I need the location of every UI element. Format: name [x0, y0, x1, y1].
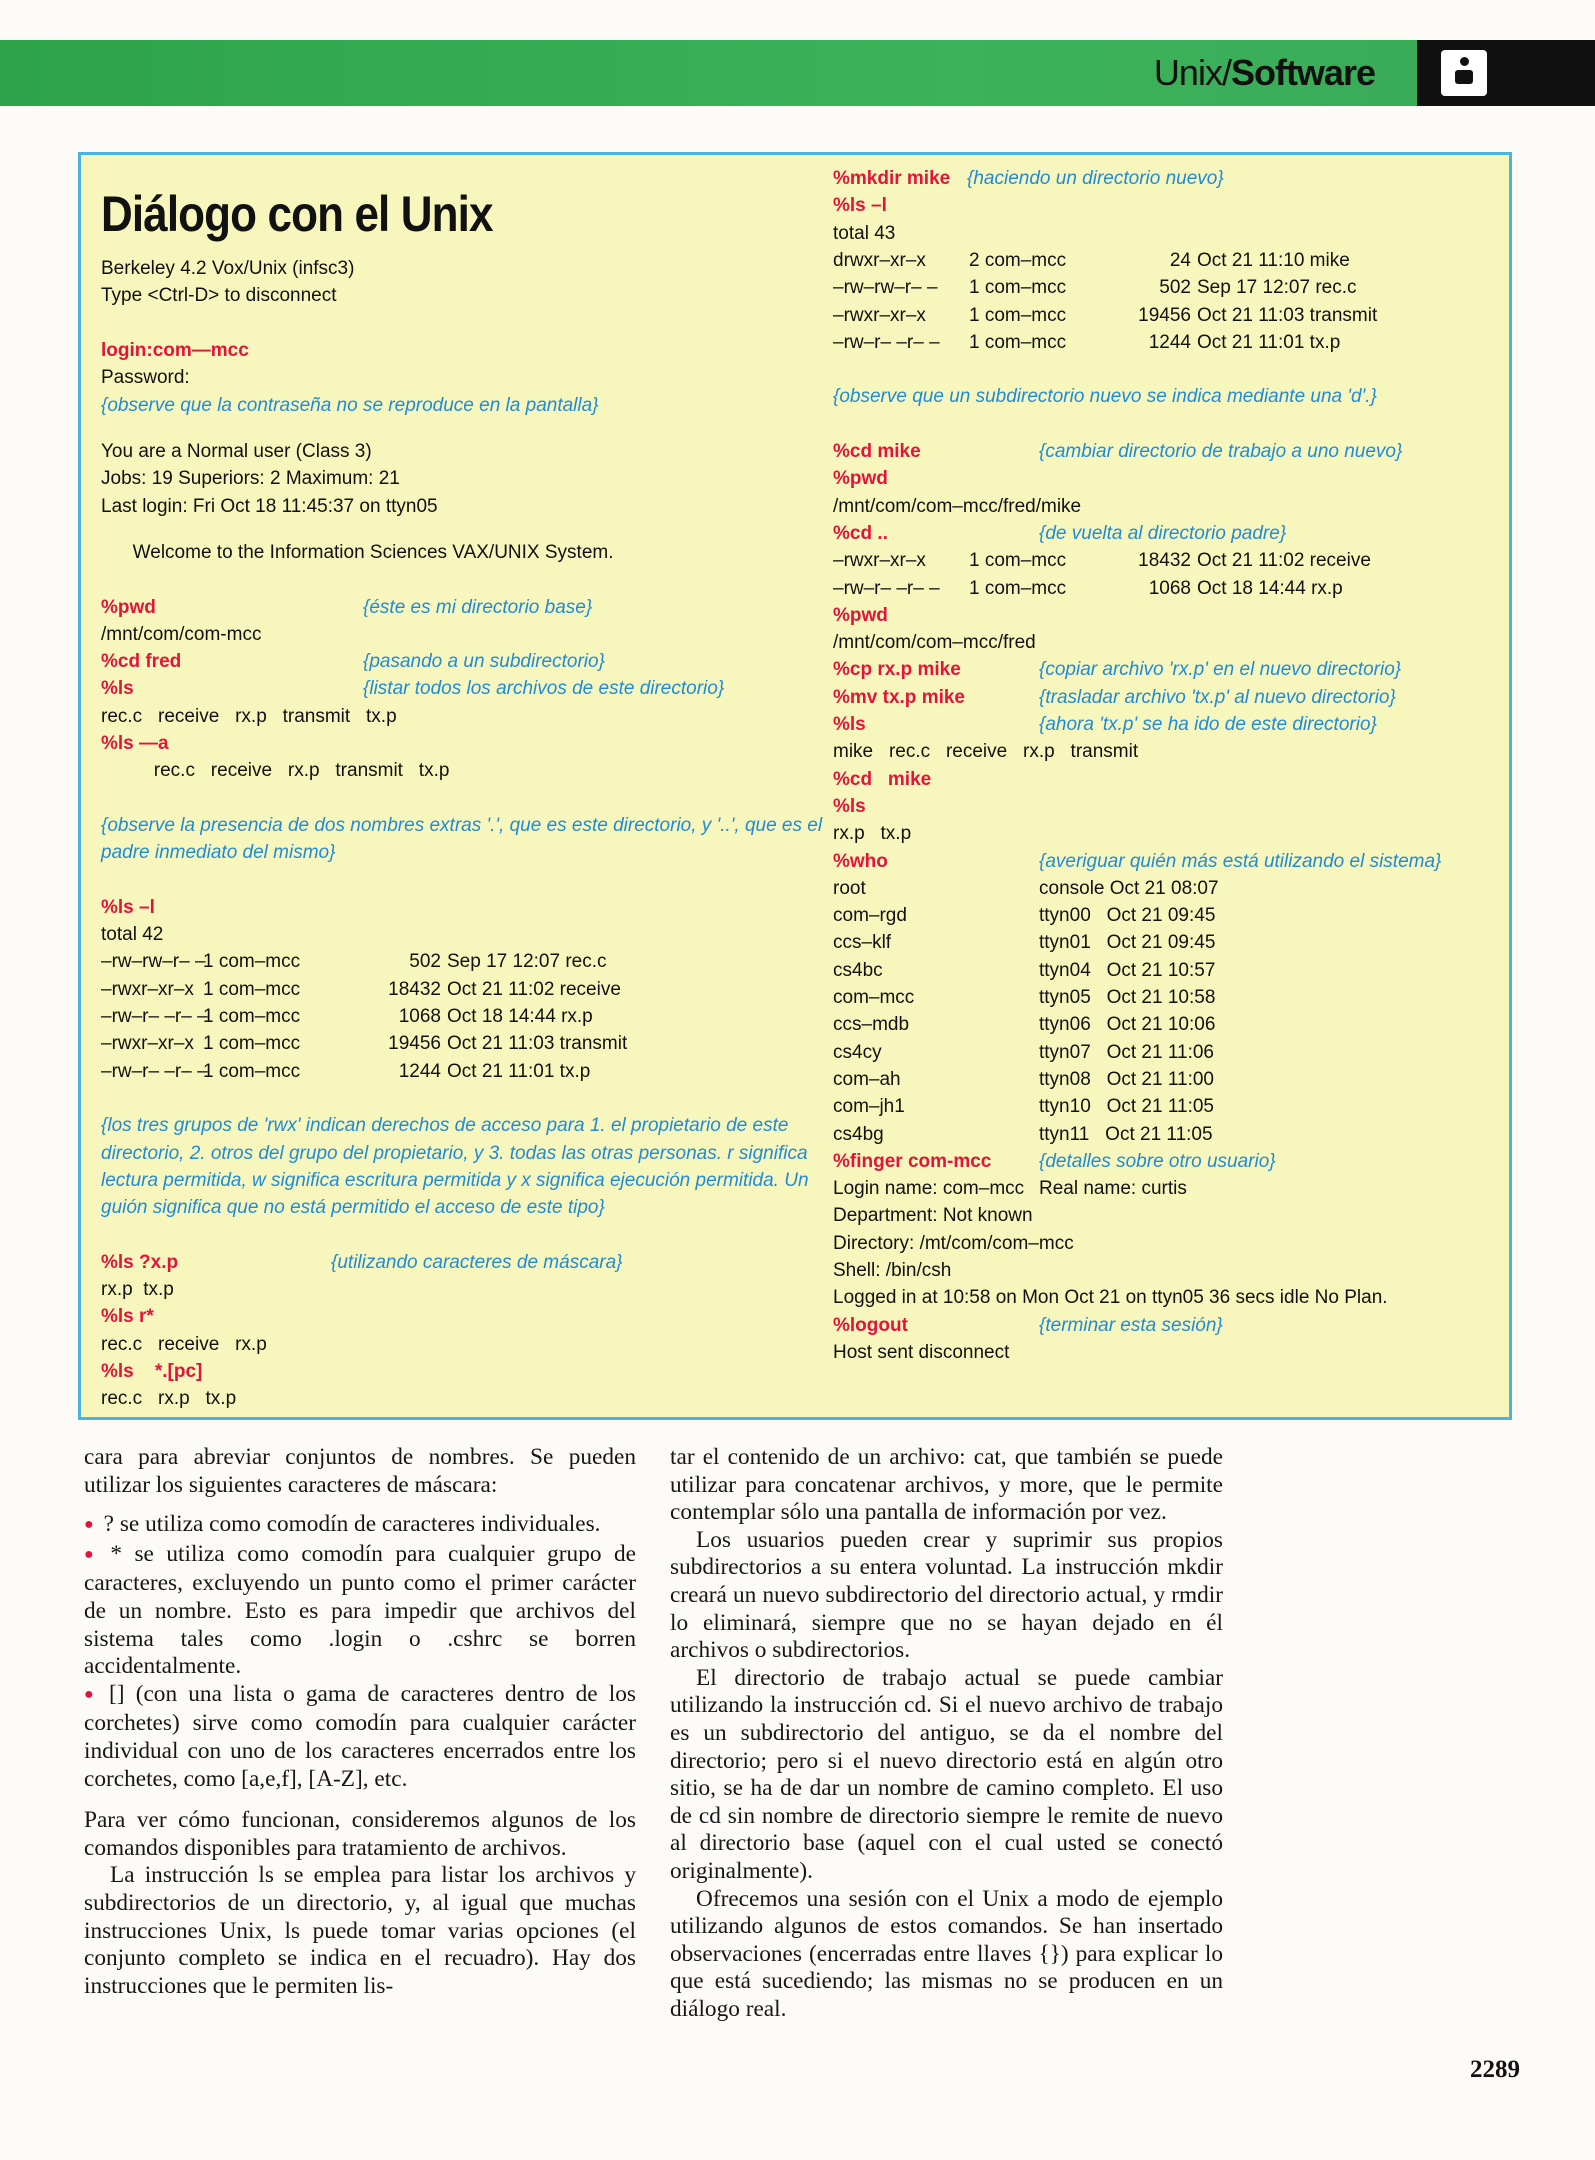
comment-text: guión significa que no está permitido el acceso de este tipo} [101, 1197, 605, 1219]
terminal-line [101, 1276, 881, 1303]
terminal-line [833, 684, 1503, 711]
terminal-line [101, 1030, 881, 1057]
terminal-line [101, 976, 881, 1003]
output-text: total 42 [101, 924, 164, 946]
who-user: ccs–klf [833, 932, 892, 954]
terminal-line [101, 1167, 881, 1194]
terminal-line [833, 465, 1503, 492]
who-line: console Oct 21 08:07 [1039, 877, 1219, 899]
output-text: rec.c receive rx.p transmit tx.p [101, 705, 397, 727]
terminal-line [101, 1112, 881, 1139]
body-column-1 [84, 1444, 636, 2000]
output-text: Jobs: 19 Superiors: 2 Maximum: 21 [101, 468, 400, 490]
terminal-line [833, 848, 1503, 875]
output-text: /mnt/com/com–mcc/fred/mike [833, 495, 1082, 517]
command-text: %mv tx.p mike [833, 686, 965, 708]
ls-date-name: Oct 21 11:01 tx.p [1197, 331, 1341, 353]
terminal-line [833, 1066, 1503, 1093]
terminal-line [101, 757, 881, 784]
header-tab [1417, 40, 1595, 106]
command-text: %ls –l [101, 896, 155, 918]
comment-text: {terminar esta sesión} [1039, 1314, 1223, 1336]
terminal-line [833, 902, 1503, 929]
who-user: cs4bc [833, 959, 883, 981]
terminal-line [833, 329, 1503, 356]
command-text: %ls –l [833, 195, 887, 217]
ls-size: 19456 [1138, 304, 1191, 326]
body-paragraph: Los usuarios pueden crear y suprimir sus propios subdirectorios a su entera voluntad. La instrucción mkdir creará un nuevo subdirectorio del directorio actual, y rmdir lo eliminará, siempre que no se hayan dejado en él archivos o subdirectorios. [670, 1526, 1223, 1664]
terminal-line [101, 1003, 881, 1030]
ls-links-owner: 1 com–mcc [203, 1006, 301, 1028]
output-text: rec.c rx.p tx.p [101, 1388, 237, 1410]
terminal-line [101, 703, 881, 730]
ls-links-owner: 1 com–mcc [203, 1033, 301, 1055]
output-text: mike rec.c receive rx.p transmit [833, 741, 1139, 763]
page-number: 2289 [1470, 2056, 1520, 2083]
terminal-line [833, 1121, 1503, 1148]
body-paragraph: La instrucción ls se emplea para listar los archivos y subdirectorios de un directorio, y, al igual que muchas instrucciones Unix, ls puede tomar varias opciones (el conjunto completo se indica en el recuadro). Hay dos instrucciones que le permiten lis- [84, 1862, 636, 1999]
terminal-line [833, 302, 1503, 329]
terminal-line [101, 465, 881, 492]
output-text: Welcome to the Information Sciences VAX/UNIX System. [101, 541, 614, 563]
command-text: %finger com-mcc [833, 1150, 992, 1172]
terminal-line [833, 820, 1503, 847]
body-paragraph: Para ver cómo funcionan, consideremos algunos de los comandos disponibles para tratamiento de archivos. [84, 1807, 636, 1861]
comment-text: {haciendo un directorio nuevo} [967, 168, 1224, 189]
who-line: ttyn07 Oct 21 11:06 [1039, 1041, 1214, 1063]
terminal-line [101, 493, 881, 520]
body-column-2 [670, 1444, 1223, 2023]
comment-text: {listar todos los archivos de este directorio} [363, 678, 725, 700]
command-text: %cd .. [833, 522, 888, 544]
output-text: Berkeley 4.2 Vox/Unix (infsc3) [101, 258, 355, 279]
terminal-line [833, 520, 1503, 547]
terminal-line [833, 602, 1503, 629]
terminal-line [833, 1230, 1503, 1257]
comment-text: {observe la presencia de dos nombres extras '.', que es este directorio, y '..', que es el [101, 814, 823, 836]
terminal-line [833, 493, 1503, 520]
terminal-line [833, 738, 1503, 765]
terminal-line [833, 1284, 1503, 1311]
terminal-line [101, 1331, 881, 1358]
ls-links-owner: 1 com–mcc [203, 951, 301, 973]
terminal-line [101, 812, 881, 839]
command-text: %cp rx.p mike [833, 659, 961, 681]
ls-permissions: drwxr–xr–x [833, 249, 926, 271]
output-text: You are a Normal user (Class 3) [101, 440, 372, 462]
terminal-line [833, 929, 1503, 956]
comment-text: {copiar archivo 'rx.p' en el nuevo directorio} [1039, 659, 1402, 681]
terminal-line [833, 656, 1503, 683]
terminal-line [101, 337, 881, 364]
ls-permissions: –rwxr–xr–x [101, 1033, 194, 1055]
who-user: root [833, 877, 866, 899]
ls-date-name: Sep 17 12:07 rec.c [447, 951, 607, 973]
ls-size: 502 [1159, 277, 1191, 299]
output-text: total 43 [833, 222, 896, 244]
comment-text: {éste es mi directorio base} [363, 596, 593, 618]
who-line: ttyn08 Oct 21 11:00 [1039, 1068, 1214, 1090]
who-line: Real name: curtis [1039, 1178, 1187, 1200]
terminal-line [833, 547, 1503, 574]
body-paragraph: tar el contenido de un archivo: cat, que también se puede utilizar para concatenar archivos, y more, que le permite contemplar sólo una pantalla de información por vez. [670, 1444, 1223, 1526]
terminal-line [101, 730, 881, 757]
output-text: rx.p tx.p [101, 1279, 174, 1301]
ls-permissions: –rwxr–xr–x [833, 550, 926, 572]
who-line: ttyn10 Oct 21 11:05 [1039, 1096, 1214, 1118]
terminal-line [833, 383, 1503, 410]
terminal-line [101, 392, 881, 419]
terminal-line [833, 1175, 1503, 1202]
ls-links-owner: 2 com–mcc [969, 249, 1067, 271]
terminal-line [833, 220, 1503, 247]
ls-size: 24 [1169, 249, 1191, 271]
who-line: ttyn01 Oct 21 09:45 [1039, 932, 1216, 954]
output-text: Password: [101, 367, 190, 389]
section-title: Unix/Software [1153, 52, 1375, 93]
terminal-line [101, 621, 881, 648]
terminal-line [833, 1257, 1503, 1284]
ls-size: 18432 [388, 978, 441, 1000]
comment-text: {utilizando caracteres de máscara} [331, 1251, 623, 1273]
terminal-line [101, 894, 881, 921]
bullet-item: ● [] (con una lista o gama de caracteres dentro de los corchetes) sirve como comodín para cualquier carácter individual con uno de los caracteres encerrados entre los corchetes, como [a,e,f], [A-Z], etc. [84, 1681, 636, 1793]
who-user: Login name: com–mcc [833, 1178, 1025, 1200]
ls-date-name: Oct 21 11:01 tx.p [447, 1060, 591, 1082]
terminal-line [101, 921, 881, 948]
who-user: ccs–mdb [833, 1014, 910, 1036]
command-text: %ls [101, 678, 134, 700]
who-line: ttyn11 Oct 21 11:05 [1039, 1123, 1213, 1145]
terminal-line [833, 957, 1503, 984]
terminal-line [101, 839, 881, 866]
ls-permissions: –rwxr–xr–x [101, 978, 194, 1000]
terminal-line [833, 1312, 1503, 1339]
terminal-line [101, 1140, 881, 1167]
command-text: login:com—mcc [101, 339, 249, 361]
who-line: ttyn06 Oct 21 10:06 [1039, 1014, 1216, 1036]
ls-size: 1068 [1148, 577, 1191, 599]
ls-links-owner: 1 com–mcc [203, 978, 301, 1000]
terminal-line [101, 1303, 881, 1330]
terminal-line [833, 192, 1503, 219]
ls-links-owner: 1 com–mcc [969, 331, 1067, 353]
who-user: com–jh1 [833, 1096, 905, 1118]
who-user: com–mcc [833, 987, 915, 1008]
ls-size: 502 [409, 951, 441, 973]
ls-size: 1068 [398, 1006, 441, 1028]
comment-text: {averiguar quién más está utilizando el sistema} [1039, 850, 1442, 872]
ls-permissions: –rw–r– –r– – [101, 1006, 208, 1028]
who-user: com–rgd [833, 905, 907, 927]
output-text: rx.p tx.p [833, 823, 912, 845]
terminal-line [101, 255, 881, 282]
terminal-line [833, 274, 1503, 301]
terminal-line [833, 165, 1503, 192]
ls-links-owner: 1 com–mcc [969, 577, 1067, 599]
command-text: %cd mike [833, 441, 921, 462]
output-text: rec.c receive rx.p transmit tx.p [101, 760, 450, 782]
terminal-line [833, 629, 1503, 656]
output-text: /mnt/com/com–mcc/fred [833, 632, 1036, 654]
bullet-item: ● * se utiliza como comodín para cualquier grupo de caracteres, excluyendo un punto como el primer carácter de un nombre. Esto es para impedir que archivos del sistema tales como .login o .cshrc se borren accidentalmente. [84, 1541, 636, 1681]
comment-text: {ahora 'tx.p' se ha ido de este directorio} [1039, 714, 1377, 735]
comment-text: {pasando a un subdirectorio} [363, 651, 605, 673]
who-line: ttyn00 Oct 21 09:45 [1039, 905, 1216, 927]
comment-text: lectura permitida, w significa escritura permitida y x significa ejecución permitida. Un [101, 1169, 809, 1191]
terminal-line [101, 675, 881, 702]
terminal-line [101, 539, 881, 566]
bullet-item: ● ? se utiliza como comodín de caracteres individuales. [84, 1511, 636, 1541]
terminal-line [833, 1039, 1503, 1066]
command-text: %mkdir mike [833, 168, 951, 189]
terminal-line [833, 766, 1503, 793]
ls-size: 18432 [1138, 550, 1191, 572]
command-text: %pwd [833, 468, 888, 490]
output-text: Department: Not known [833, 1205, 1033, 1227]
body-paragraph: El directorio de trabajo actual se puede cambiar utilizando la instrucción cd. Si el nuevo archivo de trabajo es un subdirectorio del antiguo, se da el nombre del directorio; pero si el nuevo directorio está en algún otro sitio, se ha de dar un nombre de camino completo. El uso de cd sin nombre de directorio siempre le remite de nuevo al directorio base (aquel con el cual usted se conectó originalmente). [670, 1664, 1223, 1884]
terminal-line [833, 1093, 1503, 1120]
terminal-line [833, 247, 1503, 274]
ls-permissions: –rw–r– –r– – [101, 1060, 208, 1082]
command-text: %ls ?x.p [101, 1251, 179, 1273]
ls-date-name: Oct 21 11:03 transmit [447, 1033, 628, 1055]
command-text: %pwd [833, 604, 888, 626]
terminal-line [833, 575, 1503, 602]
ls-permissions: –rw–r– –r– – [833, 331, 940, 353]
terminal-line [833, 438, 1503, 465]
ls-links-owner: 1 com–mcc [969, 304, 1067, 326]
ls-permissions: –rw–r– –r– – [833, 577, 940, 599]
comment-text: directorio, 2. otros del grupo del propietario, y 3. todas las otras personas. r significa [101, 1142, 808, 1164]
terminal-line [833, 1148, 1503, 1175]
output-text: Directory: /mt/com/com–mcc [833, 1232, 1074, 1254]
ls-links-owner: 1 com–mcc [203, 1060, 301, 1082]
terminal-line [101, 364, 881, 391]
body-paragraph: cara para abreviar conjuntos de nombres. Se pueden utilizar los siguientes caracteres de máscara: [84, 1444, 636, 1498]
terminal-line [101, 1058, 881, 1085]
ls-permissions: –rwxr–xr–x [833, 304, 926, 326]
terminal-line [833, 984, 1503, 1011]
ls-permissions: –rw–rw–r– – [833, 277, 938, 299]
terminal-dialog-box [78, 152, 1512, 1420]
who-line: ttyn05 Oct 21 10:58 [1039, 987, 1216, 1008]
terminal-line [101, 594, 881, 621]
output-text: Type <Ctrl-D> to disconnect [101, 285, 337, 307]
comment-text: {detalles sobre otro usuario} [1039, 1150, 1276, 1172]
terminal-line [101, 1249, 881, 1276]
command-text: %ls —a [101, 733, 169, 755]
comment-text: {observe que la contraseña no se reproduce en la pantalla} [101, 394, 599, 416]
ls-date-name: Oct 18 14:44 rx.p [1197, 577, 1343, 599]
terminal-line [833, 1202, 1503, 1229]
output-text: rec.c receive rx.p [101, 1333, 267, 1355]
terminal-line [833, 793, 1503, 820]
comment-text: padre inmediato del mismo} [101, 842, 336, 864]
ls-permissions: –rw–rw–r– – [101, 951, 206, 973]
terminal-line [833, 875, 1503, 902]
box-title: Diálogo con el Unix [101, 186, 493, 242]
terminal-line [101, 1358, 881, 1385]
terminal-line [833, 1339, 1503, 1366]
ls-date-name: Oct 18 14:44 rx.p [447, 1006, 593, 1028]
command-text: %ls *.[pc] [101, 1360, 203, 1382]
terminal-line [833, 711, 1503, 738]
output-text: Shell: /bin/csh [833, 1260, 952, 1281]
floppy-disk-icon [1441, 50, 1487, 96]
who-user: cs4bg [833, 1123, 884, 1145]
body-paragraph: Ofrecemos una sesión con el Unix a modo de ejemplo utilizando algunos de estos comandos. Se han insertado observaciones (encerradas entre llaves {}) para explicar lo que está sucediendo; las mismas no se producen en un diálogo real. [670, 1885, 1223, 2022]
terminal-line [833, 1011, 1503, 1038]
terminal-line [101, 438, 881, 465]
output-text: Host sent disconnect [833, 1341, 1010, 1363]
terminal-line [101, 1385, 881, 1412]
comment-text: {cambiar directorio de trabajo a uno nuevo} [1039, 441, 1403, 462]
comment-text: {observe que un subdirectorio nuevo se indica mediante una 'd'.} [833, 386, 1377, 408]
terminal-line [101, 282, 881, 309]
output-text: Last login: Fri Oct 18 11:45:37 on ttyn05 [101, 495, 438, 517]
command-text: %logout [833, 1314, 908, 1336]
ls-links-owner: 1 com–mcc [969, 277, 1067, 299]
command-text: %cd mike [833, 768, 932, 790]
comment-text: {los tres grupos de 'rwx' indican derechos de acceso para 1. el propietario de este [101, 1115, 789, 1137]
command-text: %cd fred [101, 651, 182, 673]
output-text: Logged in at 10:58 on Mon Oct 21 on ttyn05 36 secs idle No Plan. [833, 1287, 1388, 1309]
comment-text: {de vuelta al directorio padre} [1039, 522, 1287, 544]
command-text: %ls [833, 795, 866, 817]
ls-date-name: Oct 21 11:03 transmit [1197, 304, 1378, 326]
who-user: com–ah [833, 1068, 901, 1090]
terminal-line [101, 648, 881, 675]
ls-size: 19456 [388, 1033, 441, 1055]
who-line: ttyn04 Oct 21 10:57 [1039, 959, 1216, 981]
command-text: %pwd [101, 596, 156, 618]
command-text: %ls r* [101, 1306, 154, 1328]
ls-date-name: Oct 21 11:02 receive [447, 978, 621, 1000]
output-text: /mnt/com/com-mcc [101, 623, 262, 645]
terminal-line [101, 948, 881, 975]
ls-size: 1244 [1148, 331, 1191, 353]
command-text: %who [833, 850, 888, 872]
ls-links-owner: 1 com–mcc [969, 550, 1067, 572]
ls-date-name: Oct 21 11:02 receive [1197, 550, 1371, 572]
ls-date-name: Oct 21 11:10 mike [1197, 249, 1350, 271]
terminal-line [101, 1194, 881, 1221]
ls-date-name: Sep 17 12:07 rec.c [1197, 277, 1357, 299]
comment-text: {trasladar archivo 'tx.p' al nuevo directorio} [1039, 686, 1396, 708]
ls-size: 1244 [398, 1060, 441, 1082]
who-user: cs4cy [833, 1041, 882, 1063]
command-text: %ls [833, 714, 866, 735]
